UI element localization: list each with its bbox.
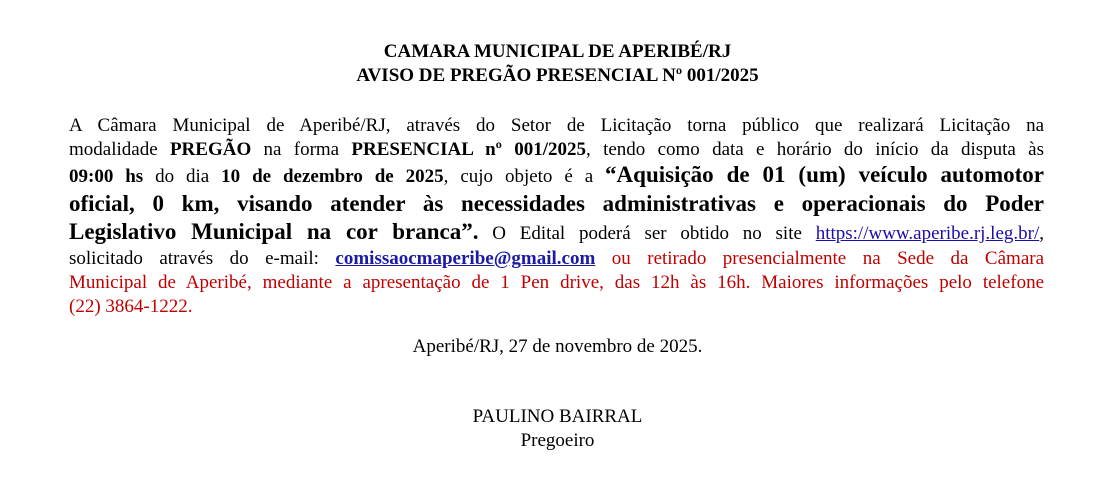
- body-line-8: [69, 295, 1044, 319]
- body-text: , tendo como data e horário do início da disputa às: [586, 139, 1044, 160]
- email-link[interactable]: comissaocmaperibe@gmail.com: [335, 248, 596, 269]
- document-header: [0, 40, 1115, 88]
- body-line-6: [69, 247, 1044, 271]
- process-number-bold: PRESENCIAL nº 001/2025: [351, 139, 587, 160]
- body-line-4: [69, 190, 1044, 218]
- dateline: Aperibé/RJ, 27 de novembro de 2025.: [412, 336, 703, 357]
- body-text: solicitado através do e-mail:: [69, 248, 336, 269]
- modality-bold: PREGÃO: [169, 139, 252, 160]
- body-text: na forma: [251, 139, 352, 160]
- body-text: A Câmara Municipal de Aperibé/RJ, através do Setor de Licitação torna público que realizará Licitação na: [69, 115, 1044, 136]
- body-text: do dia: [143, 166, 222, 187]
- body-line-2: [69, 138, 1044, 162]
- object-bold: Legislativo Municipal na cor branca”.: [69, 219, 479, 244]
- pickup-info-text: ou retirado presencialmente na Sede da Câmara: [595, 248, 1045, 269]
- body-text: O Edital poderá ser obtido no site: [478, 223, 816, 244]
- body-line-3: [69, 162, 1044, 190]
- body-line-5: [69, 218, 1044, 247]
- body-line-1: [69, 114, 1044, 138]
- body-text: ,: [1039, 223, 1044, 244]
- object-bold: oficial, 0 km, visando atender às necessidades administrativas e operacionais do Poder: [69, 191, 1044, 216]
- signatory-name: PAULINO BAIRRAL: [472, 406, 643, 427]
- phone-number: (22) 3864-1222.: [69, 296, 193, 317]
- notice-body: [69, 114, 1044, 319]
- pickup-info-text: Municipal de Aperibé, mediante a apresentação de 1 Pen drive, das 12h às 16h. Maiores informações pelo telefone: [69, 272, 1044, 293]
- time-bold: 09:00 hs: [69, 166, 144, 187]
- body-text: modalidade: [69, 139, 170, 160]
- header-notice-title: AVISO DE PREGÃO PRESENCIAL Nº 001/2025: [356, 65, 759, 86]
- website-link[interactable]: https://www.aperibe.rj.leg.br/: [815, 223, 1040, 244]
- header-institution: CAMARA MUNICIPAL DE APERIBÉ/RJ: [383, 41, 732, 62]
- body-line-7: [69, 271, 1044, 295]
- signature-block: [0, 405, 1115, 453]
- object-bold: “Aquisição de 01 (um) veículo automotor: [605, 162, 1044, 187]
- signatory-role: Pregoeiro: [520, 430, 595, 451]
- body-text: , cujo objeto é a: [443, 166, 606, 187]
- date-bold: 10 de dezembro de 2025: [221, 166, 444, 187]
